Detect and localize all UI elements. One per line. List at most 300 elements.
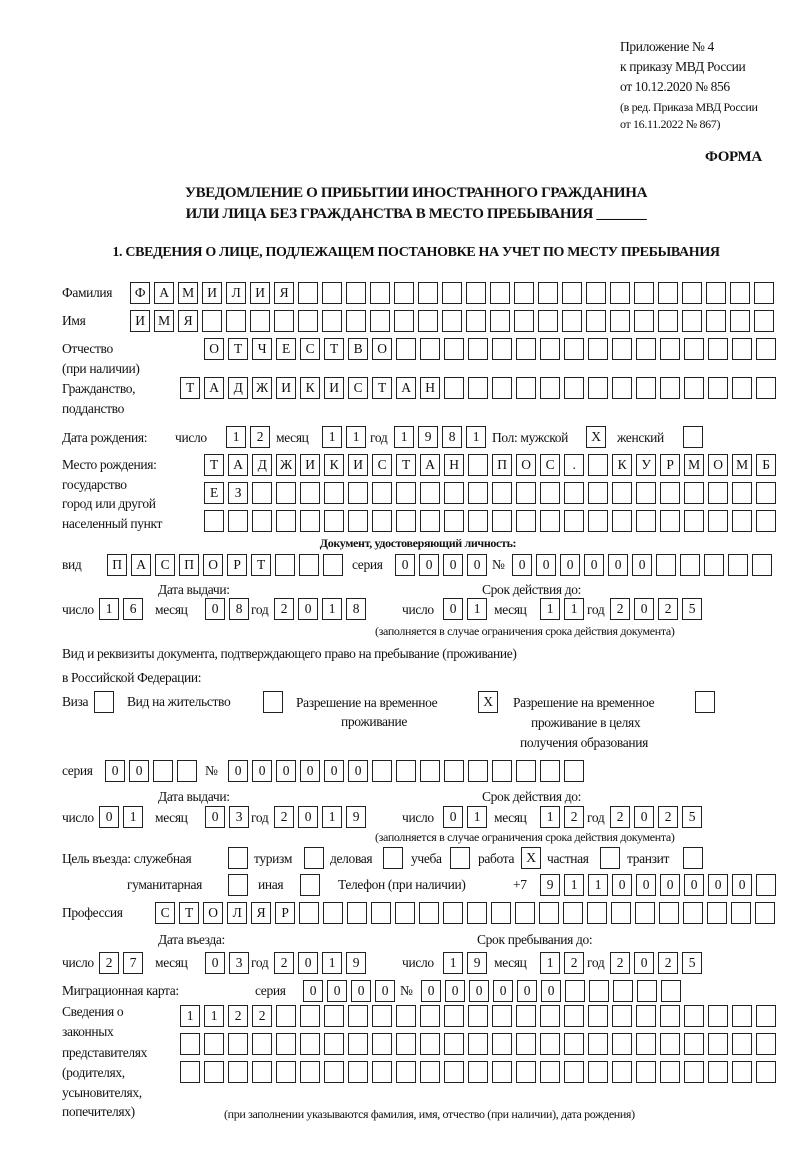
char-box[interactable]: 0: [105, 760, 125, 782]
char-box[interactable]: К: [300, 377, 320, 399]
char-box[interactable]: [695, 691, 715, 713]
char-box[interactable]: [565, 980, 585, 1002]
char-box[interactable]: [612, 377, 632, 399]
char-box[interactable]: [732, 1061, 752, 1083]
char-box[interactable]: [538, 310, 558, 332]
char-box[interactable]: О: [203, 902, 223, 924]
char-box[interactable]: 2: [564, 806, 584, 828]
char-box[interactable]: [613, 980, 633, 1002]
char-box[interactable]: [708, 338, 728, 360]
char-box[interactable]: X: [478, 691, 498, 713]
char-box[interactable]: [228, 1061, 248, 1083]
char-box[interactable]: [756, 874, 776, 896]
char-box[interactable]: 5: [682, 806, 702, 828]
char-box[interactable]: [468, 510, 488, 532]
char-box[interactable]: 1: [540, 806, 560, 828]
char-box[interactable]: А: [131, 554, 151, 576]
char-box[interactable]: 0: [536, 554, 556, 576]
char-box[interactable]: [372, 760, 392, 782]
char-box[interactable]: [468, 760, 488, 782]
char-box[interactable]: [540, 1005, 560, 1027]
char-box[interactable]: [540, 760, 560, 782]
char-box[interactable]: [516, 1005, 536, 1027]
char-box[interactable]: П: [492, 454, 512, 476]
char-box[interactable]: [274, 310, 294, 332]
char-box[interactable]: [177, 760, 197, 782]
char-box[interactable]: [442, 282, 462, 304]
char-box[interactable]: 0: [732, 874, 752, 896]
char-box[interactable]: 0: [632, 554, 652, 576]
char-box[interactable]: 1: [467, 806, 487, 828]
char-box[interactable]: 0: [228, 760, 248, 782]
char-box[interactable]: И: [202, 282, 222, 304]
char-box[interactable]: 3: [229, 952, 249, 974]
char-box[interactable]: 0: [469, 980, 489, 1002]
char-box[interactable]: О: [372, 338, 392, 360]
char-box[interactable]: 0: [443, 554, 463, 576]
char-box[interactable]: 0: [205, 598, 225, 620]
char-box[interactable]: Я: [251, 902, 271, 924]
char-box[interactable]: [276, 510, 296, 532]
char-box[interactable]: [562, 282, 582, 304]
char-box[interactable]: [540, 377, 560, 399]
char-box[interactable]: 2: [610, 952, 630, 974]
char-box[interactable]: [420, 510, 440, 532]
char-box[interactable]: 0: [395, 554, 415, 576]
char-box[interactable]: [612, 1061, 632, 1083]
char-box[interactable]: М: [154, 310, 174, 332]
char-box[interactable]: [658, 310, 678, 332]
char-box[interactable]: В: [348, 338, 368, 360]
char-box[interactable]: Ж: [276, 454, 296, 476]
char-box[interactable]: 2: [250, 426, 270, 448]
char-box[interactable]: 1: [180, 1005, 200, 1027]
char-box[interactable]: [661, 980, 681, 1002]
char-box[interactable]: Ч: [252, 338, 272, 360]
char-box[interactable]: [372, 482, 392, 504]
char-box[interactable]: [324, 482, 344, 504]
char-box[interactable]: 1: [322, 426, 342, 448]
char-box[interactable]: [372, 510, 392, 532]
char-box[interactable]: А: [396, 377, 416, 399]
char-box[interactable]: М: [684, 454, 704, 476]
char-box[interactable]: Д: [228, 377, 248, 399]
char-box[interactable]: [324, 1061, 344, 1083]
char-box[interactable]: [708, 1061, 728, 1083]
char-box[interactable]: Л: [227, 902, 247, 924]
char-box[interactable]: С: [540, 454, 560, 476]
char-box[interactable]: 5: [682, 598, 702, 620]
char-box[interactable]: [395, 902, 415, 924]
char-box[interactable]: [636, 510, 656, 532]
char-box[interactable]: 1: [346, 426, 366, 448]
char-box[interactable]: [492, 338, 512, 360]
char-box[interactable]: [323, 902, 343, 924]
char-box[interactable]: [322, 310, 342, 332]
char-box[interactable]: [707, 902, 727, 924]
char-box[interactable]: 2: [252, 1005, 272, 1027]
char-box[interactable]: К: [612, 454, 632, 476]
char-box[interactable]: 1: [564, 874, 584, 896]
char-box[interactable]: [540, 510, 560, 532]
char-box[interactable]: [684, 510, 704, 532]
char-box[interactable]: [396, 482, 416, 504]
char-box[interactable]: [300, 1033, 320, 1055]
char-box[interactable]: И: [324, 377, 344, 399]
char-box[interactable]: [660, 338, 680, 360]
char-box[interactable]: [468, 338, 488, 360]
char-box[interactable]: [539, 902, 559, 924]
char-box[interactable]: [298, 282, 318, 304]
char-box[interactable]: [564, 1005, 584, 1027]
char-box[interactable]: [394, 282, 414, 304]
char-box[interactable]: [683, 902, 703, 924]
char-box[interactable]: [180, 1033, 200, 1055]
char-box[interactable]: [636, 1005, 656, 1027]
char-box[interactable]: 2: [274, 598, 294, 620]
char-box[interactable]: [708, 482, 728, 504]
char-box[interactable]: [346, 282, 366, 304]
char-box[interactable]: 8: [442, 426, 462, 448]
char-box[interactable]: [394, 310, 414, 332]
char-box[interactable]: [348, 1033, 368, 1055]
char-box[interactable]: И: [250, 282, 270, 304]
char-box[interactable]: [396, 338, 416, 360]
char-box[interactable]: Л: [226, 282, 246, 304]
char-box[interactable]: [564, 760, 584, 782]
char-box[interactable]: 2: [610, 806, 630, 828]
char-box[interactable]: [514, 310, 534, 332]
char-box[interactable]: 1: [467, 598, 487, 620]
char-box[interactable]: [468, 482, 488, 504]
char-box[interactable]: М: [732, 454, 752, 476]
char-box[interactable]: [636, 482, 656, 504]
char-box[interactable]: [348, 482, 368, 504]
char-box[interactable]: 0: [443, 806, 463, 828]
char-box[interactable]: [684, 482, 704, 504]
char-box[interactable]: [730, 282, 750, 304]
char-box[interactable]: [684, 1033, 704, 1055]
char-box[interactable]: [372, 1061, 392, 1083]
char-box[interactable]: [324, 1033, 344, 1055]
char-box[interactable]: [396, 1005, 416, 1027]
char-box[interactable]: 8: [346, 598, 366, 620]
char-box[interactable]: [728, 554, 748, 576]
char-box[interactable]: [275, 554, 295, 576]
char-box[interactable]: [515, 902, 535, 924]
char-box[interactable]: [300, 482, 320, 504]
char-box[interactable]: [419, 902, 439, 924]
char-box[interactable]: [516, 760, 536, 782]
char-box[interactable]: [680, 554, 700, 576]
char-box[interactable]: [444, 1005, 464, 1027]
char-box[interactable]: Н: [444, 454, 464, 476]
char-box[interactable]: 0: [608, 554, 628, 576]
char-box[interactable]: [516, 1061, 536, 1083]
char-box[interactable]: [659, 902, 679, 924]
char-box[interactable]: 0: [348, 760, 368, 782]
char-box[interactable]: [636, 338, 656, 360]
char-box[interactable]: Т: [180, 377, 200, 399]
char-box[interactable]: З: [228, 482, 248, 504]
char-box[interactable]: 2: [228, 1005, 248, 1027]
char-box[interactable]: [516, 482, 536, 504]
char-box[interactable]: 0: [298, 806, 318, 828]
char-box[interactable]: 0: [252, 760, 272, 782]
char-box[interactable]: [612, 510, 632, 532]
char-box[interactable]: Я: [178, 310, 198, 332]
char-box[interactable]: [450, 847, 470, 869]
char-box[interactable]: 1: [123, 806, 143, 828]
char-box[interactable]: [180, 1061, 200, 1083]
char-box[interactable]: [756, 510, 776, 532]
char-box[interactable]: [587, 902, 607, 924]
char-box[interactable]: 1: [443, 952, 463, 974]
char-box[interactable]: [492, 510, 512, 532]
char-box[interactable]: [370, 282, 390, 304]
char-box[interactable]: [756, 482, 776, 504]
char-box[interactable]: [516, 338, 536, 360]
char-box[interactable]: [418, 282, 438, 304]
char-box[interactable]: [708, 510, 728, 532]
char-box[interactable]: [660, 1061, 680, 1083]
char-box[interactable]: [732, 1033, 752, 1055]
char-box[interactable]: .: [564, 454, 584, 476]
char-box[interactable]: [586, 282, 606, 304]
char-box[interactable]: [656, 554, 676, 576]
char-box[interactable]: [252, 510, 272, 532]
char-box[interactable]: [588, 1061, 608, 1083]
char-box[interactable]: 1: [588, 874, 608, 896]
char-box[interactable]: Р: [275, 902, 295, 924]
char-box[interactable]: [396, 1061, 416, 1083]
char-box[interactable]: [202, 310, 222, 332]
char-box[interactable]: [588, 1005, 608, 1027]
char-box[interactable]: 0: [612, 874, 632, 896]
char-box[interactable]: 1: [322, 598, 342, 620]
char-box[interactable]: 0: [584, 554, 604, 576]
char-box[interactable]: [516, 510, 536, 532]
char-box[interactable]: 0: [560, 554, 580, 576]
char-box[interactable]: [588, 454, 608, 476]
char-box[interactable]: [706, 310, 726, 332]
char-box[interactable]: [228, 847, 248, 869]
char-box[interactable]: [732, 482, 752, 504]
char-box[interactable]: 1: [99, 598, 119, 620]
char-box[interactable]: [252, 482, 272, 504]
char-box[interactable]: [492, 482, 512, 504]
char-box[interactable]: [298, 310, 318, 332]
char-box[interactable]: [636, 1033, 656, 1055]
char-box[interactable]: [250, 310, 270, 332]
char-box[interactable]: [490, 310, 510, 332]
char-box[interactable]: [588, 1033, 608, 1055]
char-box[interactable]: [610, 310, 630, 332]
char-box[interactable]: [468, 1033, 488, 1055]
char-box[interactable]: [752, 554, 772, 576]
char-box[interactable]: 9: [346, 952, 366, 974]
char-box[interactable]: 0: [419, 554, 439, 576]
char-box[interactable]: 2: [610, 598, 630, 620]
char-box[interactable]: 0: [493, 980, 513, 1002]
char-box[interactable]: Т: [228, 338, 248, 360]
char-box[interactable]: [756, 338, 776, 360]
char-box[interactable]: [420, 1033, 440, 1055]
char-box[interactable]: О: [203, 554, 223, 576]
char-box[interactable]: [636, 377, 656, 399]
char-box[interactable]: [684, 1061, 704, 1083]
char-box[interactable]: [564, 338, 584, 360]
char-box[interactable]: 0: [351, 980, 371, 1002]
char-box[interactable]: С: [348, 377, 368, 399]
char-box[interactable]: 0: [205, 806, 225, 828]
char-box[interactable]: Т: [324, 338, 344, 360]
char-box[interactable]: Д: [252, 454, 272, 476]
char-box[interactable]: 1: [564, 598, 584, 620]
char-box[interactable]: [562, 310, 582, 332]
char-box[interactable]: [466, 310, 486, 332]
char-box[interactable]: А: [228, 454, 248, 476]
char-box[interactable]: [684, 377, 704, 399]
char-box[interactable]: [708, 1005, 728, 1027]
char-box[interactable]: Т: [204, 454, 224, 476]
char-box[interactable]: [600, 847, 620, 869]
char-box[interactable]: [444, 760, 464, 782]
char-box[interactable]: [564, 510, 584, 532]
char-box[interactable]: [420, 1005, 440, 1027]
char-box[interactable]: 0: [298, 952, 318, 974]
char-box[interactable]: [538, 282, 558, 304]
char-box[interactable]: [636, 1061, 656, 1083]
char-box[interactable]: [323, 554, 343, 576]
char-box[interactable]: 2: [274, 952, 294, 974]
char-box[interactable]: 0: [324, 760, 344, 782]
char-box[interactable]: [660, 1033, 680, 1055]
char-box[interactable]: С: [300, 338, 320, 360]
char-box[interactable]: С: [372, 454, 392, 476]
char-box[interactable]: [300, 1061, 320, 1083]
char-box[interactable]: [756, 1061, 776, 1083]
char-box[interactable]: [226, 310, 246, 332]
char-box[interactable]: [420, 1061, 440, 1083]
char-box[interactable]: [492, 377, 512, 399]
char-box[interactable]: Н: [420, 377, 440, 399]
char-box[interactable]: [324, 510, 344, 532]
char-box[interactable]: [755, 902, 775, 924]
char-box[interactable]: 9: [540, 874, 560, 896]
char-box[interactable]: 1: [394, 426, 414, 448]
char-box[interactable]: 1: [540, 598, 560, 620]
char-box[interactable]: [467, 902, 487, 924]
char-box[interactable]: [153, 760, 173, 782]
char-box[interactable]: 0: [99, 806, 119, 828]
char-box[interactable]: [588, 482, 608, 504]
char-box[interactable]: 0: [375, 980, 395, 1002]
char-box[interactable]: [706, 282, 726, 304]
char-box[interactable]: [383, 847, 403, 869]
char-box[interactable]: [704, 554, 724, 576]
char-box[interactable]: [420, 482, 440, 504]
char-box[interactable]: К: [324, 454, 344, 476]
char-box[interactable]: И: [130, 310, 150, 332]
char-box[interactable]: [492, 1033, 512, 1055]
char-box[interactable]: [348, 1005, 368, 1027]
char-box[interactable]: Б: [756, 454, 776, 476]
char-box[interactable]: 1: [322, 806, 342, 828]
char-box[interactable]: [540, 482, 560, 504]
char-box[interactable]: 1: [204, 1005, 224, 1027]
char-box[interactable]: [708, 377, 728, 399]
char-box[interactable]: [756, 1005, 776, 1027]
char-box[interactable]: [684, 1005, 704, 1027]
char-box[interactable]: Ф: [130, 282, 150, 304]
char-box[interactable]: 0: [443, 598, 463, 620]
char-box[interactable]: [611, 902, 631, 924]
char-box[interactable]: 1: [540, 952, 560, 974]
char-box[interactable]: 0: [303, 980, 323, 1002]
char-box[interactable]: [466, 282, 486, 304]
char-box[interactable]: [348, 1061, 368, 1083]
char-box[interactable]: [444, 338, 464, 360]
char-box[interactable]: [516, 377, 536, 399]
char-box[interactable]: 9: [418, 426, 438, 448]
char-box[interactable]: [660, 377, 680, 399]
char-box[interactable]: 0: [276, 760, 296, 782]
char-box[interactable]: 0: [636, 874, 656, 896]
char-box[interactable]: 9: [346, 806, 366, 828]
char-box[interactable]: [634, 310, 654, 332]
char-box[interactable]: [612, 1033, 632, 1055]
char-box[interactable]: [684, 338, 704, 360]
char-box[interactable]: [263, 691, 283, 713]
char-box[interactable]: [372, 1033, 392, 1055]
char-box[interactable]: [322, 282, 342, 304]
char-box[interactable]: [418, 310, 438, 332]
char-box[interactable]: Ж: [252, 377, 272, 399]
char-box[interactable]: 3: [229, 806, 249, 828]
char-box[interactable]: [228, 874, 248, 896]
char-box[interactable]: [94, 691, 114, 713]
char-box[interactable]: 0: [205, 952, 225, 974]
char-box[interactable]: [490, 282, 510, 304]
char-box[interactable]: 0: [541, 980, 561, 1002]
char-box[interactable]: [564, 482, 584, 504]
char-box[interactable]: [683, 426, 703, 448]
char-box[interactable]: Я: [274, 282, 294, 304]
char-box[interactable]: [731, 902, 751, 924]
char-box[interactable]: [304, 847, 324, 869]
char-box[interactable]: [563, 902, 583, 924]
char-box[interactable]: [276, 1005, 296, 1027]
char-box[interactable]: П: [107, 554, 127, 576]
char-box[interactable]: И: [348, 454, 368, 476]
char-box[interactable]: 0: [634, 598, 654, 620]
char-box[interactable]: [660, 482, 680, 504]
char-box[interactable]: [682, 310, 702, 332]
char-box[interactable]: 0: [298, 598, 318, 620]
char-box[interactable]: [491, 902, 511, 924]
char-box[interactable]: [396, 760, 416, 782]
char-box[interactable]: [660, 1005, 680, 1027]
char-box[interactable]: [300, 874, 320, 896]
char-box[interactable]: У: [636, 454, 656, 476]
char-box[interactable]: [276, 482, 296, 504]
char-box[interactable]: [635, 902, 655, 924]
char-box[interactable]: 0: [634, 952, 654, 974]
char-box[interactable]: 0: [421, 980, 441, 1002]
char-box[interactable]: [252, 1033, 272, 1055]
char-box[interactable]: [444, 377, 464, 399]
